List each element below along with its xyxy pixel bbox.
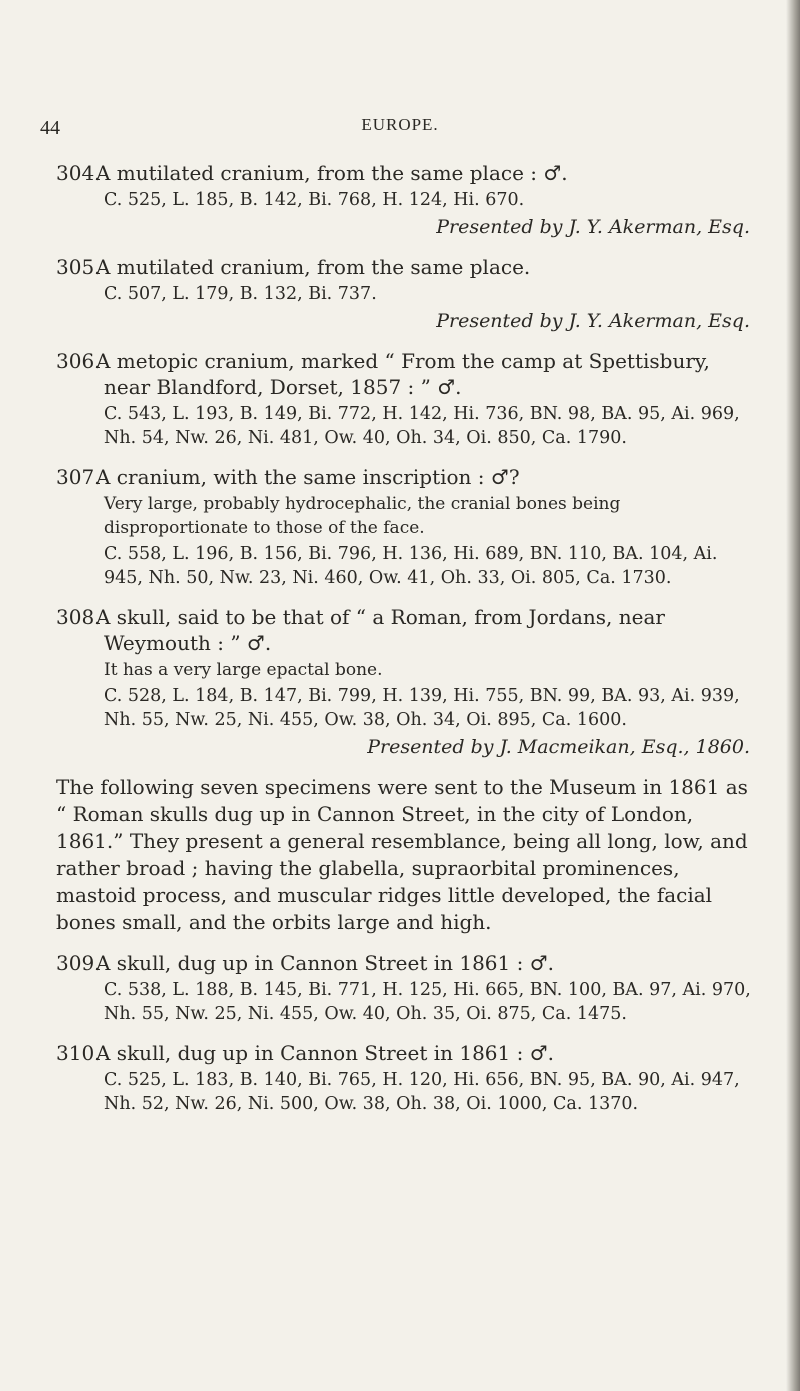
entry-measurements: C. 525, L. 183, B. 140, Bi. 765, H. 120, Hi. 656, BN. 95, BA. 90, Ai. 947, Nh. 52, Nw. 26, Ni. 500, Ow. 38, Oh. 38, Oi. 1000, Ca. 1370.: [104, 1070, 740, 1114]
entry-306: [56, 348, 756, 450]
entry-number: 304.: [56, 161, 101, 185]
running-title: EUROPE.: [361, 115, 439, 134]
entry-presented-by: Presented by J. Macmeikan, Esq., 1860.: [367, 736, 750, 758]
entry-310: [56, 1040, 756, 1116]
entry-presented-by: Presented by J. Y. Akerman, Esq.: [436, 216, 750, 238]
entry-measurements: C. 558, L. 196, B. 156, Bi. 796, H. 136, Hi. 689, BN. 110, BA. 104, Ai. 945, Nh. 50, Nw. 23, Ni. 460, Ow. 41, Oh. 33, Oi. 805, Ca. 1730.: [104, 544, 718, 588]
entry-heading-text: A metopic cranium, marked “ From the camp at Spettisbury, near Blandford, Dorset, 1857 : ” ♂.: [96, 349, 710, 399]
page-number: 44: [40, 117, 60, 139]
entry-heading-text: A skull, dug up in Cannon Street in 1861 : ♂.: [96, 951, 554, 975]
entry-measurements: C. 538, L. 188, B. 145, Bi. 771, H. 125, Hi. 665, BN. 100, BA. 97, Ai. 970, Nh. 55, Nw. 25, Ni. 455, Ow. 40, Oh. 35, Oi. 875, Ca. 1475.: [104, 980, 751, 1024]
entry-heading: [56, 348, 756, 400]
entry-heading: [56, 254, 756, 280]
page-content: [56, 160, 756, 1130]
entry-heading-text: A skull, dug up in Cannon Street in 1861 : ♂.: [96, 1041, 554, 1065]
entry-308: [56, 604, 756, 760]
entry-heading-text: A cranium, with the same inscription : ♂?: [96, 465, 520, 489]
entry-measurements: C. 543, L. 193, B. 149, Bi. 772, H. 142, Hi. 736, BN. 98, BA. 95, Ai. 969, Nh. 54, Nw. 26, Ni. 481, Ow. 40, Oh. 34, Oi. 850, Ca. 1790.: [104, 404, 740, 448]
entry-heading: [56, 464, 756, 490]
entry-number: 310.: [56, 1041, 101, 1065]
page-edge-shadow: [786, 0, 800, 1391]
entry-number: 309.: [56, 951, 101, 975]
entry-heading: [56, 950, 756, 976]
entry-305: [56, 254, 756, 334]
entry-number: 308.: [56, 605, 101, 629]
entry-heading: [56, 604, 756, 656]
entry-heading-text: A mutilated cranium, from the same place : ♂.: [96, 161, 568, 185]
entry-309: [56, 950, 756, 1026]
entry-description: It has a very large epactal bone.: [104, 660, 383, 680]
intro-paragraph: The following seven specimens were sent to the Museum in 1861 as “ Roman skulls dug up in Cannon Street, in the city of London, 1861.” They present a general resemblance, being all long, low, and rather broad ; having the glabella, supraorbital prominences, mastoid process, and muscular ridges little developed, the facial bones small, and the orbits large and high.: [56, 775, 748, 934]
entry-measurements: C. 525, L. 185, B. 142, Bi. 768, H. 124, Hi. 670.: [104, 190, 525, 210]
entry-heading-text: A mutilated cranium, from the same place.: [96, 255, 531, 279]
entry-presented-by: Presented by J. Y. Akerman, Esq.: [436, 310, 750, 332]
entry-heading-text: A skull, said to be that of “ a Roman, from Jordans, near Weymouth : ” ♂.: [96, 605, 665, 655]
entry-heading: [56, 160, 756, 186]
entry-304: [56, 160, 756, 240]
entry-number: 305.: [56, 255, 101, 279]
entry-heading: [56, 1040, 756, 1066]
entry-description: Very large, probably hydrocephalic, the cranial bones being disproportionate to those of the face.: [104, 494, 621, 538]
entry-number: 306.: [56, 349, 101, 373]
entry-number: 307.: [56, 465, 101, 489]
entry-307: [56, 464, 756, 590]
entry-measurements: C. 507, L. 179, B. 132, Bi. 737.: [104, 284, 377, 304]
entry-measurements: C. 528, L. 184, B. 147, Bi. 799, H. 139, Hi. 755, BN. 99, BA. 93, Ai. 939, Nh. 55, Nw. 25, Ni. 455, Ow. 38, Oh. 34, Oi. 895, Ca. 1600.: [104, 686, 740, 730]
